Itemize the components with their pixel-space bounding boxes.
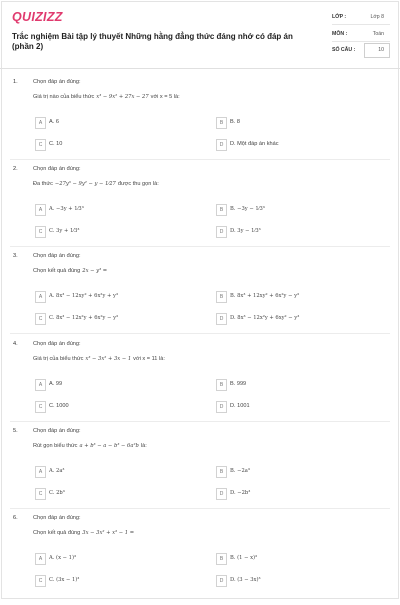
option-letter-box[interactable]: D [216, 226, 227, 238]
question-divider [10, 333, 390, 334]
question-number: 1. [13, 79, 18, 85]
option-letter-box[interactable]: A [35, 117, 46, 129]
option-letter-box[interactable]: B [216, 117, 227, 129]
option-letter-box[interactable]: D [216, 313, 227, 325]
option-text: D. 3y − 1⁄3³ [230, 228, 261, 234]
option-letter-box[interactable]: B [216, 466, 227, 478]
question-stem-suffix: với x = 5 là: [150, 94, 180, 100]
option-letter-box[interactable]: D [216, 139, 227, 151]
option-letter-box[interactable]: D [216, 575, 227, 587]
option-text: B. 999 [230, 381, 247, 387]
question-divider [10, 159, 390, 160]
option-letter-box[interactable]: C [35, 575, 46, 587]
question-expression: x³ − 9x² + 27x − 27 [96, 94, 149, 100]
option-letter-box[interactable]: C [35, 488, 46, 500]
option-letter-box[interactable]: B [216, 291, 227, 303]
option-text: A. 8x³ − 12xy² + 6x²y + y³ [49, 293, 119, 299]
option-letter-box[interactable]: C [35, 139, 46, 151]
option-text: B. 8 [230, 119, 240, 125]
question-stem-text: Đa thức [33, 181, 53, 187]
option-letter-box[interactable]: C [35, 401, 46, 413]
option-text: B. (1 − x)³ [230, 555, 258, 561]
header [0, 0, 400, 68]
header-divider [0, 68, 400, 69]
question-heading: Chọn đáp án đúng: [33, 515, 81, 521]
question-block [0, 253, 400, 343]
question-number: 3. [13, 253, 18, 259]
option-text: C. 3y + 1⁄3³ [49, 228, 80, 234]
question-stem-suffix: với x = 11 là: [133, 356, 165, 362]
question-divider [10, 421, 390, 422]
meta-subject-value: Toán [372, 31, 384, 37]
question-stem [33, 181, 159, 187]
option-text: D. 1001 [230, 403, 250, 409]
option-text: B. −2a³ [230, 468, 250, 474]
option-letter-box[interactable]: B [216, 553, 227, 565]
meta-subject-label: MÔN : [332, 31, 348, 37]
question-stem-suffix: là: [140, 443, 147, 449]
question-stem [33, 443, 147, 449]
option-letter-box[interactable]: A [35, 553, 46, 565]
question-stem [33, 268, 109, 274]
meta-divider [332, 41, 390, 42]
question-count-box [364, 43, 390, 58]
question-expression: a + b³ − a − b³ − 6a²b [79, 443, 139, 449]
option-text: B. 8x³ + 12xy² + 6x²y − y³ [230, 293, 300, 299]
option-text: C. (3x − 1)³ [49, 577, 80, 583]
question-number: 5. [13, 428, 18, 434]
option-letter-box[interactable]: C [35, 226, 46, 238]
quizizz-logo: QUIZIZZ [12, 10, 63, 24]
option-text: D. −2b³ [230, 490, 251, 496]
option-text: A. −3y + 1⁄3³ [49, 206, 84, 212]
meta-count-label: SỐ CÂU : [332, 47, 356, 53]
option-letter-box[interactable]: D [216, 488, 227, 500]
option-letter-box[interactable]: D [216, 401, 227, 413]
option-letter-box[interactable]: C [35, 313, 46, 325]
question-stem-text: Rút gọn biểu thức [33, 443, 78, 449]
question-block [0, 166, 400, 256]
option-text: C. 1000 [49, 403, 69, 409]
option-text: B. −3y − 1⁄3³ [230, 206, 265, 212]
meta-class-value: Lớp 8 [370, 14, 384, 20]
meta-divider [332, 24, 390, 25]
question-heading: Chọn đáp án đúng: [33, 79, 81, 85]
option-text: C. 10 [49, 141, 63, 147]
option-letter-box[interactable]: B [216, 379, 227, 391]
question-block [0, 341, 400, 431]
option-text: D. 8x³ − 12x²y + 6xy² − y³ [230, 315, 300, 321]
option-letter-box[interactable]: A [35, 204, 46, 216]
question-stem-text: Giá trị của biểu thức [33, 356, 84, 362]
option-text: A. (x − 1)³ [49, 555, 77, 561]
option-text: C. 2b³ [49, 490, 65, 496]
question-stem [33, 356, 165, 362]
question-stem-text: Chọn kết quả đúng [33, 268, 81, 274]
question-heading: Chọn đáp án đúng: [33, 341, 81, 347]
question-stem [33, 94, 180, 100]
option-text: D. (3 − 3x)³ [230, 577, 261, 583]
meta-count-value: 10 [378, 47, 384, 53]
option-letter-box[interactable]: A [35, 466, 46, 478]
question-stem-suffix: được thu gọn là: [117, 181, 159, 187]
question-heading: Chọn đáp án đúng: [33, 428, 81, 434]
question-stem [33, 530, 136, 536]
question-divider [10, 246, 390, 247]
option-text: A. 6 [49, 119, 59, 125]
question-number: 4. [13, 341, 18, 347]
option-text: A. 2a³ [49, 468, 65, 474]
question-expression: 2x − y³ = [82, 268, 108, 274]
question-expression: −27y³ − 9y² − y − 1⁄27 [54, 181, 116, 187]
question-stem-text: Giá trị nào của biểu thức [33, 94, 95, 100]
option-text: A. 99 [49, 381, 63, 387]
question-block [0, 515, 400, 605]
option-letter-box[interactable]: B [216, 204, 227, 216]
question-number: 2. [13, 166, 18, 172]
question-expression: x³ − 3x² + 3x − 1 [85, 356, 132, 362]
option-letter-box[interactable]: A [35, 291, 46, 303]
question-expression: 3x − 3x² + x³ − 1 = [82, 530, 135, 536]
question-stem-text: Chọn kết quả đúng [33, 530, 81, 536]
question-heading: Chọn đáp án đúng: [33, 166, 81, 172]
page-title: Trắc nghiệm Bài tập lý thuyết Những hằng đẳng thức đáng nhớ có đáp án (phần 2) [12, 32, 293, 51]
question-block [0, 79, 400, 169]
option-text: D. Một đáp án khác [230, 141, 279, 147]
question-heading: Chọn đáp án đúng: [33, 253, 81, 259]
option-letter-box[interactable]: A [35, 379, 46, 391]
meta-class-label: LỚP : [332, 14, 347, 20]
question-number: 6. [13, 515, 18, 521]
option-text: C. 8x³ − 12x²y + 6x²y − y³ [49, 315, 119, 321]
question-block [0, 428, 400, 518]
question-divider [10, 508, 390, 509]
